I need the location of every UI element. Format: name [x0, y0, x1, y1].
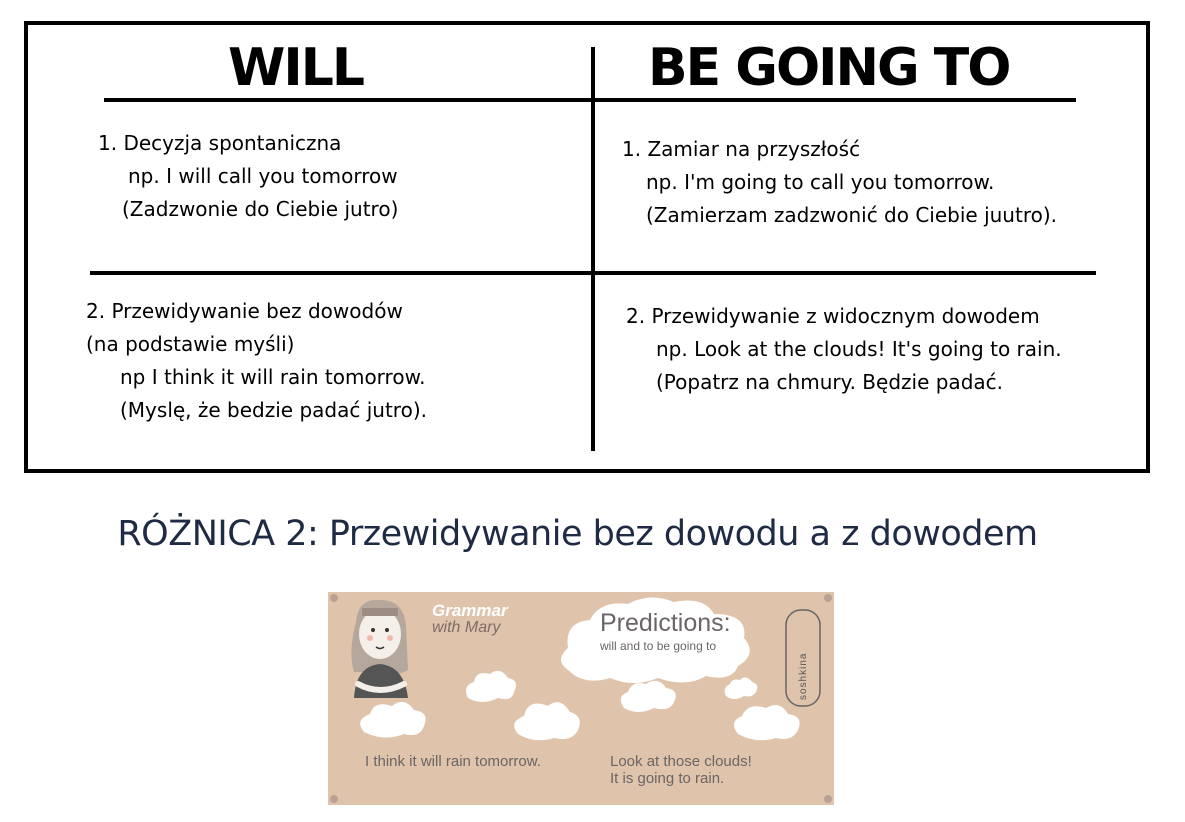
going-cell-intention: [622, 133, 1057, 232]
illustration-art: [328, 592, 834, 805]
cell-line: 1. Decyzja spontaniczna: [98, 131, 342, 155]
cell-line: (Zamierzam zadzwonić do Ciebie juutro).: [646, 203, 1058, 227]
caption-going-line1: Look at those clouds!: [610, 753, 752, 770]
cloud-icon: [466, 671, 516, 702]
cell-line: np. I will call you tomorrow: [128, 164, 398, 188]
brand-title: Grammar: [432, 601, 508, 620]
caption-going-line2: It is going to rain.: [610, 770, 725, 787]
row-divider: [90, 271, 1096, 275]
cell-line: (na podstawie myśli): [86, 332, 295, 356]
cell-line: (Myslę, że bedzie padać jutro).: [120, 398, 427, 422]
girl-character-icon: [351, 600, 408, 698]
cloud-icon: [360, 702, 425, 738]
cloud-icon: [725, 677, 758, 699]
cell-line: np I think it will rain tomorrow.: [120, 365, 426, 389]
predictions-title: Predictions:: [600, 609, 731, 637]
cell-line: np. I'm going to call you tomorrow.: [646, 170, 995, 194]
cell-line: 2. Przewidywanie z widocznym dowodem: [626, 304, 1040, 328]
will-cell-decision: [98, 127, 398, 226]
cell-line: (Popatrz na chmury. Będzie padać.: [656, 370, 1003, 394]
going-cell-prediction: [626, 300, 1062, 399]
caption-will: I think it will rain tomorrow.: [365, 753, 541, 770]
comparison-table: [24, 21, 1150, 473]
side-sign-text: soshkina: [798, 652, 809, 700]
header-will: WILL: [228, 38, 363, 98]
cloud-icon: [621, 681, 676, 712]
header-underline: [104, 98, 1076, 102]
predictions-illustration: [328, 592, 834, 805]
predictions-subtitle: will and to be going to: [600, 639, 717, 653]
cloud-icon: [734, 705, 800, 740]
will-cell-prediction: [86, 295, 427, 427]
corner-pin-icon: [824, 594, 832, 602]
cloud-icon: [514, 702, 580, 740]
cell-line: 2. Przewidywanie bez dowodów: [86, 299, 403, 323]
brand-subtitle: with Mary: [432, 619, 501, 636]
section-heading: RÓŻNICA 2: Przewidywanie bez dowodu a z dowodem: [117, 514, 1038, 554]
cell-line: (Zadzwonie do Ciebie jutro): [122, 197, 399, 221]
corner-pin-icon: [824, 795, 832, 803]
header-be-going-to: BE GOING TO: [648, 38, 1010, 98]
cell-line: 1. Zamiar na przyszłość: [622, 137, 861, 161]
column-divider: [591, 47, 595, 451]
corner-pin-icon: [330, 594, 338, 602]
corner-pin-icon: [330, 795, 338, 803]
cell-line: np. Look at the clouds! It's going to rain.: [656, 337, 1062, 361]
